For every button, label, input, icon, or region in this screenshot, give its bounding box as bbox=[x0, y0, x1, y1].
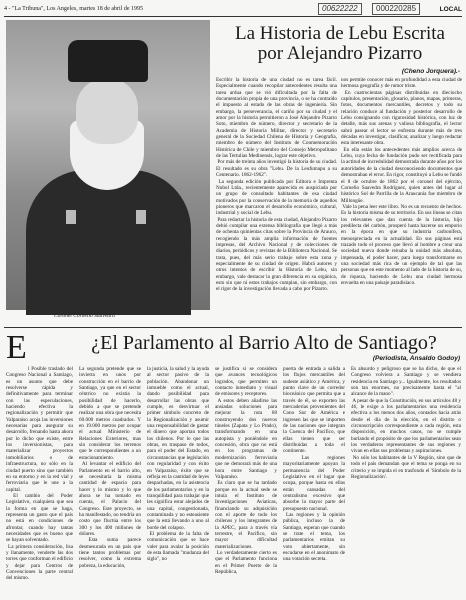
article1-title-line2: por Alejandro Pizarro bbox=[257, 43, 423, 64]
article-divider bbox=[4, 327, 462, 328]
article1-byline: (Cheno Jorquera).- bbox=[401, 68, 460, 75]
article2-byline: (Periodista, Ansaldo Godoy) bbox=[372, 355, 460, 362]
article2-dropcap: E bbox=[6, 329, 27, 366]
article2-column-2: La segunda pretende que se invierta en unos por construcción en el barrio de Santiago, ya que en el sector céntrico no existía la posibilidad de hacerlo, debido a que se pretende realizar una obra que necesita 60.000 metros cuadrados. Y en 19.000 metros por ocupar el actual Ministerio de Relaciones Exteriores, mas sin considerar los terrenos que le correspondientes a un estacionamiento. Al levantar el edificio del Parlamento en el barrio alto, se necesitaría la misma cantidad de espacio para hacer y lo mismo y lo que ahora se ha tomado en cuenta, el Palacio del Congreso. Este proyecto, se ha manifestado, no tendría un costo que fluctúa entre los 300 y los 400 millones de dólares. Esta suma parece desmesurada en un país que tiene tantos problemas por resolver, como la extrema pobreza, la educación, bbox=[79, 366, 141, 569]
article2-column-5: puerta de entrada a salida a los flujos mercantiles del sudeste asiático y América, y punto clave de un corredor bioceánico que permita que a través de él, se exporten las mercaderías provenientes del Cono Sur de América e ingresen las que se importen de las naciones que integran la Cuenca del Pacífico, que ellas tienen que ser distribuidas a toda el continente. Las regiones mayoritariamente apoyan la permanencia del Poder Legislativo en el lugar que ocupa, porque hasta en ellas están cansadas del centralismo excesivo que absorbe la mayor parte del presupuesto nacional. Las regiones y la opinión pública, incluso la de Santiago, esperan que cuando se trate el tema, los parlamentarios emitan su voto abiertamente, sin escudarse en el anonimato de una votación secreta. bbox=[283, 366, 345, 563]
article1-headline bbox=[218, 24, 462, 64]
article2-column-6: Es absurdo y peligroso que se ha dicho, de que el Congreso volviera a Santiago y se vendiera residencia en Santiago y... Igualmente, los resultados son tan enormes, no precisamente hasta el "al alcance de la mano". A pesar de que la Constitución, en sus artículos 48 y 46, le exige a los parlamentarios una residencia efectiva a los menos dos años, contados hacia atrás desde el día de la elección, en el distrito o circunscripción correspondiente a cada región, esta disposición, en muchos casos, no se cumple burlando el propósito de que los parlamentarios sean los verdaderos representantes de sus regiones y vivan en ellas sus problemas y aspiraciones. No sólo los habitantes de la V Región, sino que de todo el país demandan que el tema se ponga en su criterio y se impida el en trasfondo el 'Símbolo de la Regionalización'. bbox=[351, 366, 462, 480]
article1-column-2: nos permite conocer más en profundidad a esta ciudad de hermosa geografía y de rumor triste. En cuatrocientas páginas distribuidas en dieciocho capítulos, presentación, glosario, planos, mapas, primeras, fotos, documentos mercantiles, decretos y todo su relación conduce al fundación y posterior desarrollo de Lebu consignando con rigurosidad histórica, con luz de detalle, más sus arenas y valiosa bibliografía, el lector sabrá pasear el lector se enfrenta durante más de tres décadas en investigar, clasificar, analizar y luego redactar esta interesante obra. En ella están los antecedentes más amplios acerca de Lebu, cuya fecha de fundación pudo ser rectificada para la actitud de incredulidad demostrada durante años por los autoridades de la ciudad desconociendo documentos que demostraban el error. En rigor, constituyó a Lebu se fundó el 8 de octubre de 1862 por el coronel del ejército, Cornelio Saavedra Rodríguez, quien antes del lugar al histórico Sol de Parrilla de la Araucanía fue miembro de Millongüe. Vale la pena leer este libro. No es un recuento de hechos. Es la historia misma de su territorio. En sus líneas se citan los relevantes que dan cuenta de la historia, hijo predilecta del carbón, prosperó hasta hacerse un emporio en la época en que su industria carbonífera, menospreciada en la actualidad. En sus páginas está trazado todo el proceso que llevó al hombre a crear una sociedad nueva donde reinaba la unidad más absoluta, impensada, el poder hacer, para luego transformarse en una sociedad más rica de un ejemplo de tal que las personas que en este momento al lado de la historia de su, de riqueza, haciendo de Lebu una ciudad hermosa envuelta en una paisaje paradisíaco. bbox=[341, 77, 463, 286]
header-rule bbox=[4, 16, 462, 17]
article2-headline: ¿El Parlamento al Barrio Alto de Santiago? bbox=[91, 332, 437, 354]
page-header-line: 4 - "La Tribuna", Los Angeles, martes 18 de abril de 1995 bbox=[4, 6, 144, 12]
archive-stamp-1: 00622222 bbox=[318, 3, 362, 15]
article2-column-1: l Posible traslado del Congreso Nacional a Santiago, es un asunto que debe resolverse rápida y definitivamente para terminar con las especulaciones, haciendo efectiva la regionalización y permitir que Valparaíso acoja las inversiones necesarias para asegurar su desarrollo, frenando hasta ahora por lo dicho que existe, entre los inversionistas, para materializar proyectos inmobiliarios o de infraestructura, no sólo en la ciudad puerto sino que también en su entorno y en la red vial y ferroviaria que le une a la capital. El cambio del Poder Legislativo, cualquiera que sea la forma en que se haga, representa un gasto que el país no está en condiciones de afrontar, cuando hay tantas necesidades que es bueno que se hayan solventado. La primera consideración, lisa y llanamente, venderte las dos torres que conforman el edificio y dejar para Centros de Convenciones la parte central del mismo. bbox=[6, 366, 73, 582]
portrait-photo bbox=[6, 20, 210, 310]
article2-column-3: la justicia, la salud y la ayuda al sector pasivo de la población. Abandonar un inmueble como el actual, dando posibilidad para desarrollar las obras que cumple, es desvirtuar el primer símbolo concreto de la Regionalización y asumir una responsabilidad de gastar el dinero que aportan todos los chilenos. Por lo que las obras, en traspaso de todos, para el poder del Estado, en circunstancias que legislación con regularidad y con éxito en Valparaíso, éxito que se refleja en la cantidad de leyes despachadas, en la asistencia de los parlamentarios y en la tranquilidad para trabajar que les significa estar alejados de una capital, congestionada, contaminada y no esteasiente que la está llevando a uno al borde del colapso. El problema de la falta de comunicación que se hace valer para avalar la posición de esta llamada "mudanza del siglo", no bbox=[147, 366, 210, 563]
article1-column-1: Escribir la historia de una ciudad no es tarea fácil. Especialmente cuando recopilar antecedentes resulta una tarea ardua que se vió dificultada por la falta de documentación propia de una provincia, o se ha contraído el impuesto al estado de las obras de ingeniería. Sin embargo, la perseverancia, el cariño por su ciudad y el amor por la historia permitieron a José Alejandro Pizarro Soto, miembro de número, director y secretario de la Academia de Historia Militar, director y secretario general de la Sociedad Chilena de Historia y Geografía, miembro de número del Instituto de Conmemoración Histórica de Chile y miembro del Consejo Metropolitano de las Tertulias Medinensis, lograr este objetivo. Por más de treinta años investigó la historia de su ciudad. El resultado es su obra "Lebu. De la Leufumapu a su Centenario. 1862-1962". La segunda edición publicada por Editora e Imprenta Nubol Ltda., recientemente aparecida es auspiciada por un grupo de consultado habitantes de esa ciudad motivados por la conservación de la memoria de aquellos pioneros que marcaron el desarrollo económico, cultural, industrial y social de Lebu. Para redactar la historia de esta ciudad, Alejandro Pizarro debió compilar una extensa bibliografía que llegó a más de ochenta quinientas citas sobre la Provincia de Arauco, recogiendo la más amplia información de fuentes impresas, del Archivo Nacional y de colecciones de diarios, periódicos y revistas de la Biblioteca Nacional. Se trata, pues, del más serio trabajo sobre esta zona y especialmente de su ciudad de origen. Habrá autores y otros intentos de escribir la Historia de Lebu, sin embargo, vale destacar la gran diferencia en su orgánica, esto sin que ni estos trabajos cumplan, sin embargo, con el rigor de la investigación llevada a cabo por Pizarro. bbox=[216, 77, 338, 293]
article1-title-line1: La Historia de Lebu Escrita bbox=[235, 23, 445, 44]
photo-caption: Coronel Cornelio Saavedra bbox=[54, 313, 115, 319]
section-label: LOCAL bbox=[439, 5, 462, 13]
archive-stamp-2: 000220285 bbox=[372, 3, 420, 15]
article2-column-4: se justifica si se considera que avances tecnológicos logrados, que permiten un contacto inmediato y visual de emisores y receptores. A estos deben añadirse las ansiadas soluciones para mejorar la ruta 68 construyendo dos nuevos túneles (Zapata y Lo Prado), transformando en una autopista y poniéndole en concesión, obra que no está en los programas de modernización ferroviaria que ne demorará más de una hora entre Santiago y Valparaíso. Es claro que se ha tardado porque en la actual sede se intuía el Instituto de Investigaciones Aviaticas, financiando su adquisición con el aporte de todo los chilenos y los integrantes de la APEC, para a través vía terrestre, el Pacífico, sin mayor dificultad materializaciones. Lo verdaderamente cierto es que el Parlamento funciona en el Primer Puerto de la República, bbox=[215, 366, 278, 575]
